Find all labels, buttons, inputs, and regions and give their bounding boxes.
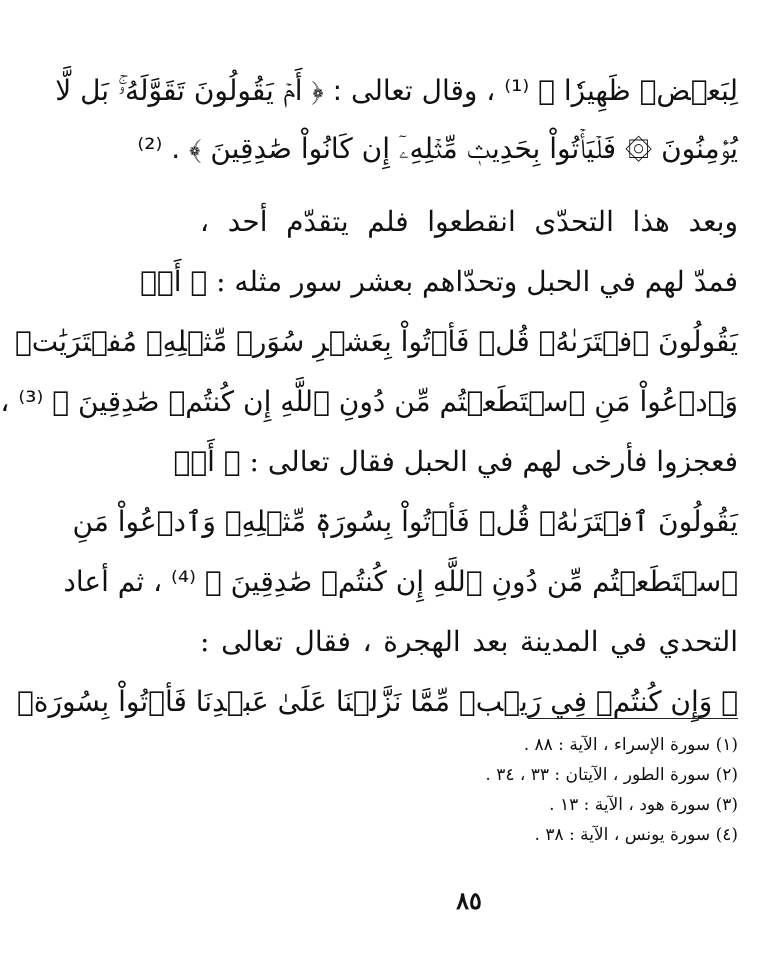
footnotes-list — [200, 730, 738, 850]
footnote-2: (٢) سورة الطور ، الآيتان : ٣٣ ، ٣٤ . — [485, 765, 738, 785]
footnote-4: (٤) سورة يونس ، الآية : ٣٨ . — [534, 825, 738, 845]
paragraph-gap — [200, 178, 738, 192]
text-line-2: يُؤۡمِنُونَ ۞ فَلۡيَأۡتُواْ بِحَدِيثٖ مِّثۡلِهِۦٓ إِن كَانُواْ صَٰدِقِينَ ﴾ . ⁽²⁾ — [137, 132, 738, 165]
text-line-6: وَٱدۡعُواْ مَنِ ٱسۡتَطَعۡتُم مِّن دُونِ ٱللَّهِ إِن كُنتُمۡ صَٰدِقِينَ ﴾ ⁽³⁾ ، — [0, 385, 738, 418]
text-line-1: لِبَعۡضٖ ظَهِيرٗا ﴾ ⁽¹⁾ ، وقال تعالى : ﴿ أَمۡ يَقُولُونَ تَقَوَّلَهُۥۚ بَل لَّا — [55, 74, 738, 107]
text-line-11: ﴿ وَإِن كُنتُمۡ فِي رَيۡبٖ مِّمَّا نَزَّلۡنَا عَلَىٰ عَبۡدِنَا فَأۡتُواْ بِسُورَةٖ — [16, 685, 738, 718]
footnote-3: (٣) سورة هود ، الآية : ١٣ . — [549, 795, 738, 815]
page-number: ٨٥ — [456, 886, 482, 915]
page-body — [0, 62, 738, 958]
text-line-4: فمدّ لهم في الحبل وتحدّاهم بعشر سور مثله : ﴿ أَمۡ — [140, 265, 738, 298]
text-line-5: يَقُولُونَ ٱفۡتَرَىٰهُۖ قُلۡ فَأۡتُواْ بِعَشۡرِ سُوَرٖ مِّثۡلِهِۦ مُفۡتَرَيَٰتٖ — [15, 325, 738, 358]
footnote-divider — [528, 718, 738, 719]
text-line-7: فعجزوا فأرخى لهم في الحبل فقال تعالى : ﴿ أَمۡ — [173, 445, 738, 478]
text-line-9: ٱسۡتَطَعۡتُم مِّن دُونِ ٱللَّهِ إِن كُنتُمۡ صَٰدِقِينَ ﴾ ⁽⁴⁾ ، ثم أعاد — [63, 565, 738, 598]
text-line-3: وبعد هذا التحدّى انقطعوا فلم يتقدّم أحد ، — [200, 205, 738, 238]
footnote-1: (١) سورة الإسراء ، الآية : ٨٨ . — [523, 735, 738, 755]
text-line-8: يَقُولُونَ ٱفۡتَرَىٰهُۖ قُلۡ فَأۡتُواْ بِسُورَةٖ مِّثۡلِهِۦ وَٱدۡعُواْ مَنِ — [72, 505, 738, 538]
text-line-10: التحدي في المدينة بعد الهجرة ، فقال تعالى : — [200, 625, 738, 658]
